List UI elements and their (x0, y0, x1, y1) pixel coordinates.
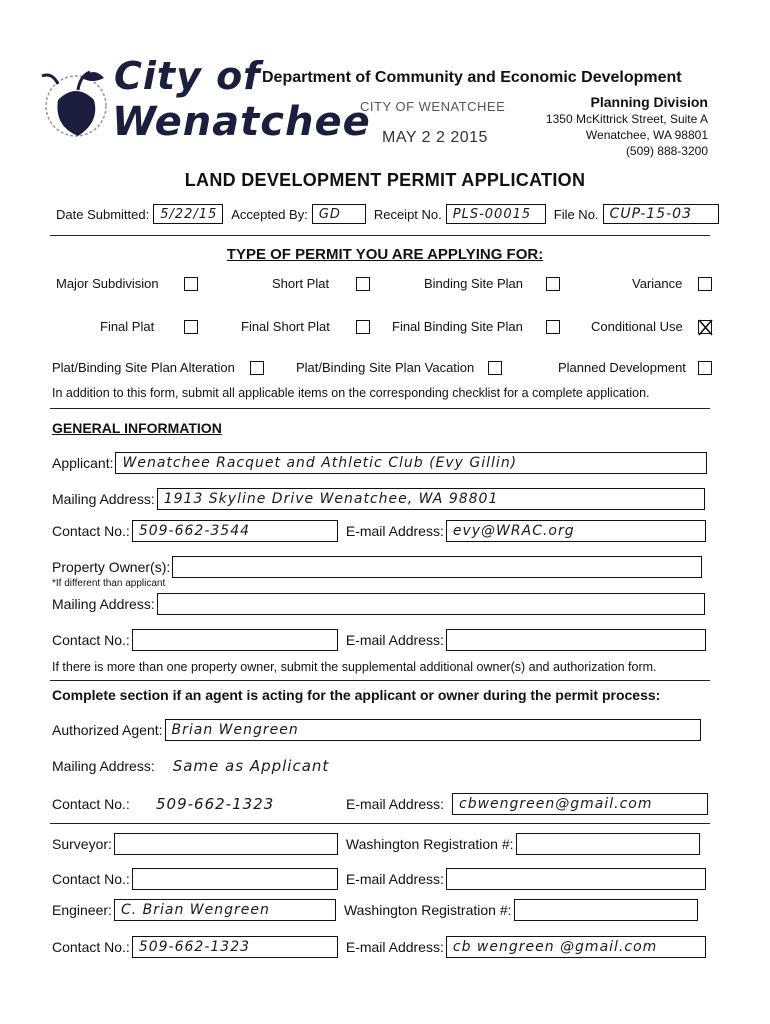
permit-option-variance[interactable] (632, 276, 712, 291)
file-no-field[interactable]: CUP-15-03 (603, 204, 719, 224)
agent-section-heading: Complete section if an agent is acting for the applicant or owner during the permit process: (52, 687, 661, 703)
mailing-address-field[interactable]: 1913 Skyline Drive Wenatchee, WA 98801 (157, 488, 705, 510)
address-line-1: 1350 McKittrick Street, Suite A (545, 112, 708, 126)
applicant-label: Applicant: (52, 455, 114, 471)
permit-option-label: Plat/Binding Site Plan Vacation (296, 360, 475, 375)
divider-4 (50, 823, 710, 824)
owner-mailing-label: Mailing Address: (52, 596, 155, 612)
agent-contact-label: Contact No.: (52, 796, 130, 812)
engineer-email-label: E-mail Address: (345, 939, 444, 955)
agent-mailing-row (52, 757, 329, 775)
office-use-row (56, 204, 719, 224)
engineer-row (52, 899, 698, 921)
agent-email-label: E-mail Address: (346, 796, 445, 812)
permit-option-label: Final Short Plat (241, 319, 330, 334)
date-received-stamp: MAY 2 2 2015 (382, 129, 488, 146)
agent-mailing-label: Mailing Address: (52, 758, 155, 774)
city-stamp: CITY OF WENATCHEE (360, 99, 506, 114)
accepted-by-label: Accepted By: (231, 206, 308, 222)
apple-logo-icon (28, 56, 118, 146)
checkbox[interactable] (698, 320, 712, 334)
permit-option-plat-alteration[interactable] (52, 360, 264, 375)
checkbox[interactable] (546, 277, 560, 291)
checkbox[interactable] (250, 361, 264, 375)
owner-email-field[interactable] (446, 629, 706, 651)
logo-line-wenatchee: Wenatchee (112, 99, 371, 145)
surveyor-registration-label: Washington Registration #: (345, 836, 514, 852)
division-name: Planning Division (590, 94, 708, 110)
email-label: E-mail Address: (345, 523, 444, 539)
checkbox[interactable] (698, 361, 712, 375)
engineer-field[interactable]: C. Brian Wengreen (114, 899, 336, 921)
authorized-agent-field[interactable]: Brian Wengreen (165, 719, 701, 741)
permit-option-label: Final Binding Site Plan (392, 319, 523, 334)
permit-type-heading: TYPE OF PERMIT YOU ARE APPLYING FOR: (226, 246, 544, 263)
surveyor-label: Surveyor: (52, 836, 112, 852)
engineer-contact-field[interactable]: 509-662-1323 (132, 936, 338, 958)
contact-label: Contact No.: (52, 523, 130, 539)
authorized-agent-row (52, 719, 701, 741)
checkbox[interactable] (546, 320, 560, 334)
surveyor-contact-field[interactable] (132, 868, 338, 890)
engineer-email-field[interactable]: cb wengreen @gmail.com (446, 936, 706, 958)
engineer-label: Engineer: (52, 902, 112, 918)
permit-option-label: Variance (632, 276, 683, 291)
property-owner-label: Property Owner(s): (52, 559, 171, 575)
permit-option-label: Major Subdivision (56, 276, 159, 291)
permit-option-label: Conditional Use (591, 319, 683, 334)
owner-mailing-row (52, 593, 705, 615)
department-name: Department of Community and Economic Development (262, 69, 682, 86)
engineer-registration-field[interactable] (514, 899, 698, 921)
permit-option-conditional-use[interactable] (591, 319, 712, 334)
agent-email-field[interactable]: cbwengreen@gmail.com (452, 793, 708, 815)
applicant-field[interactable]: Wenatchee Racquet and Athletic Club (Evy Gillin) (115, 452, 707, 474)
checkbox[interactable] (488, 361, 502, 375)
divider-2 (50, 408, 710, 409)
divider-3 (50, 680, 710, 681)
file-no-label: File No. (553, 206, 599, 222)
permit-option-label: Binding Site Plan (424, 276, 524, 291)
form-title: LAND DEVELOPMENT PERMIT APPLICATION (184, 170, 586, 190)
multi-owner-note: If there is more than one property owner, submit the supplemental additional owner(s) and authorization form. (52, 660, 657, 674)
engineer-contact-label: Contact No.: (52, 939, 130, 955)
owner-contact-field[interactable] (132, 629, 338, 651)
permit-option-planned-development[interactable] (558, 360, 712, 375)
address-line-2: Wenatchee, WA 98801 (585, 128, 708, 142)
owner-email-label: E-mail Address: (345, 632, 444, 648)
owner-contact-row (52, 629, 706, 651)
owner-contact-label: Contact No.: (52, 632, 130, 648)
contact-field[interactable]: 509-662-3544 (132, 520, 338, 542)
surveyor-field[interactable] (114, 833, 338, 855)
checkbox[interactable] (184, 277, 198, 291)
surveyor-registration-field[interactable] (516, 833, 700, 855)
permit-option-label: Plat/Binding Site Plan Alteration (52, 360, 235, 375)
surveyor-row (52, 833, 700, 855)
agent-mailing-field[interactable]: Same as Applicant (172, 757, 330, 775)
permit-option-label: Planned Development (558, 360, 686, 375)
divider-1 (50, 235, 710, 236)
permit-option-short-plat[interactable] (272, 276, 370, 291)
surveyor-contact-row (52, 868, 706, 890)
checkbox[interactable] (184, 320, 198, 334)
applicant-row (52, 452, 707, 474)
logo-line-city: City of (114, 54, 261, 98)
permit-option-binding-site-plan[interactable] (424, 276, 560, 291)
mailing-address-row (52, 488, 705, 510)
receipt-no-field[interactable]: PLS-00015 (446, 204, 546, 224)
checkbox[interactable] (698, 277, 712, 291)
permit-option-major-subdivision[interactable] (56, 276, 198, 291)
property-owner-row (52, 556, 702, 578)
email-field[interactable]: evy@WRAC.org (446, 520, 706, 542)
engineer-contact-row (52, 936, 706, 958)
permit-option-label: Final Plat (100, 319, 155, 334)
surveyor-email-label: E-mail Address: (345, 871, 444, 887)
city-logo (28, 52, 371, 148)
permit-option-final-short-plat[interactable] (241, 319, 370, 334)
checkbox[interactable] (356, 277, 370, 291)
permit-option-plat-vacation[interactable] (296, 360, 502, 375)
property-owner-field[interactable] (172, 556, 702, 578)
mailing-address-label: Mailing Address: (52, 491, 155, 507)
permit-option-label: Short Plat (272, 276, 330, 291)
owner-mailing-field[interactable] (157, 593, 705, 615)
surveyor-contact-label: Contact No.: (52, 871, 130, 887)
receipt-no-label: Receipt No. (373, 206, 442, 222)
phone-number: (509) 888-3200 (625, 144, 708, 158)
authorized-agent-label: Authorized Agent: (52, 722, 163, 738)
permit-option-final-plat[interactable] (100, 319, 198, 334)
checkbox[interactable] (356, 320, 370, 334)
checklist-note: In addition to this form, submit all applicable items on the corresponding checklist for a complete application. (52, 386, 650, 400)
agent-contact-field[interactable]: 509-662-1323 (156, 795, 275, 813)
permit-option-final-binding-site-plan[interactable] (392, 319, 560, 334)
engineer-registration-label: Washington Registration #: (343, 902, 512, 918)
agent-contact-row (52, 793, 712, 817)
division-block (488, 94, 708, 158)
surveyor-email-field[interactable] (446, 868, 706, 890)
general-info-heading: GENERAL INFORMATION (52, 420, 222, 436)
contact-row (52, 520, 706, 542)
property-owner-note: *If different than applicant (52, 578, 166, 589)
accepted-by-field[interactable]: GD (312, 204, 366, 224)
date-submitted-field[interactable]: 5/22/15 (153, 204, 223, 224)
date-submitted-label: Date Submitted: (56, 206, 150, 222)
